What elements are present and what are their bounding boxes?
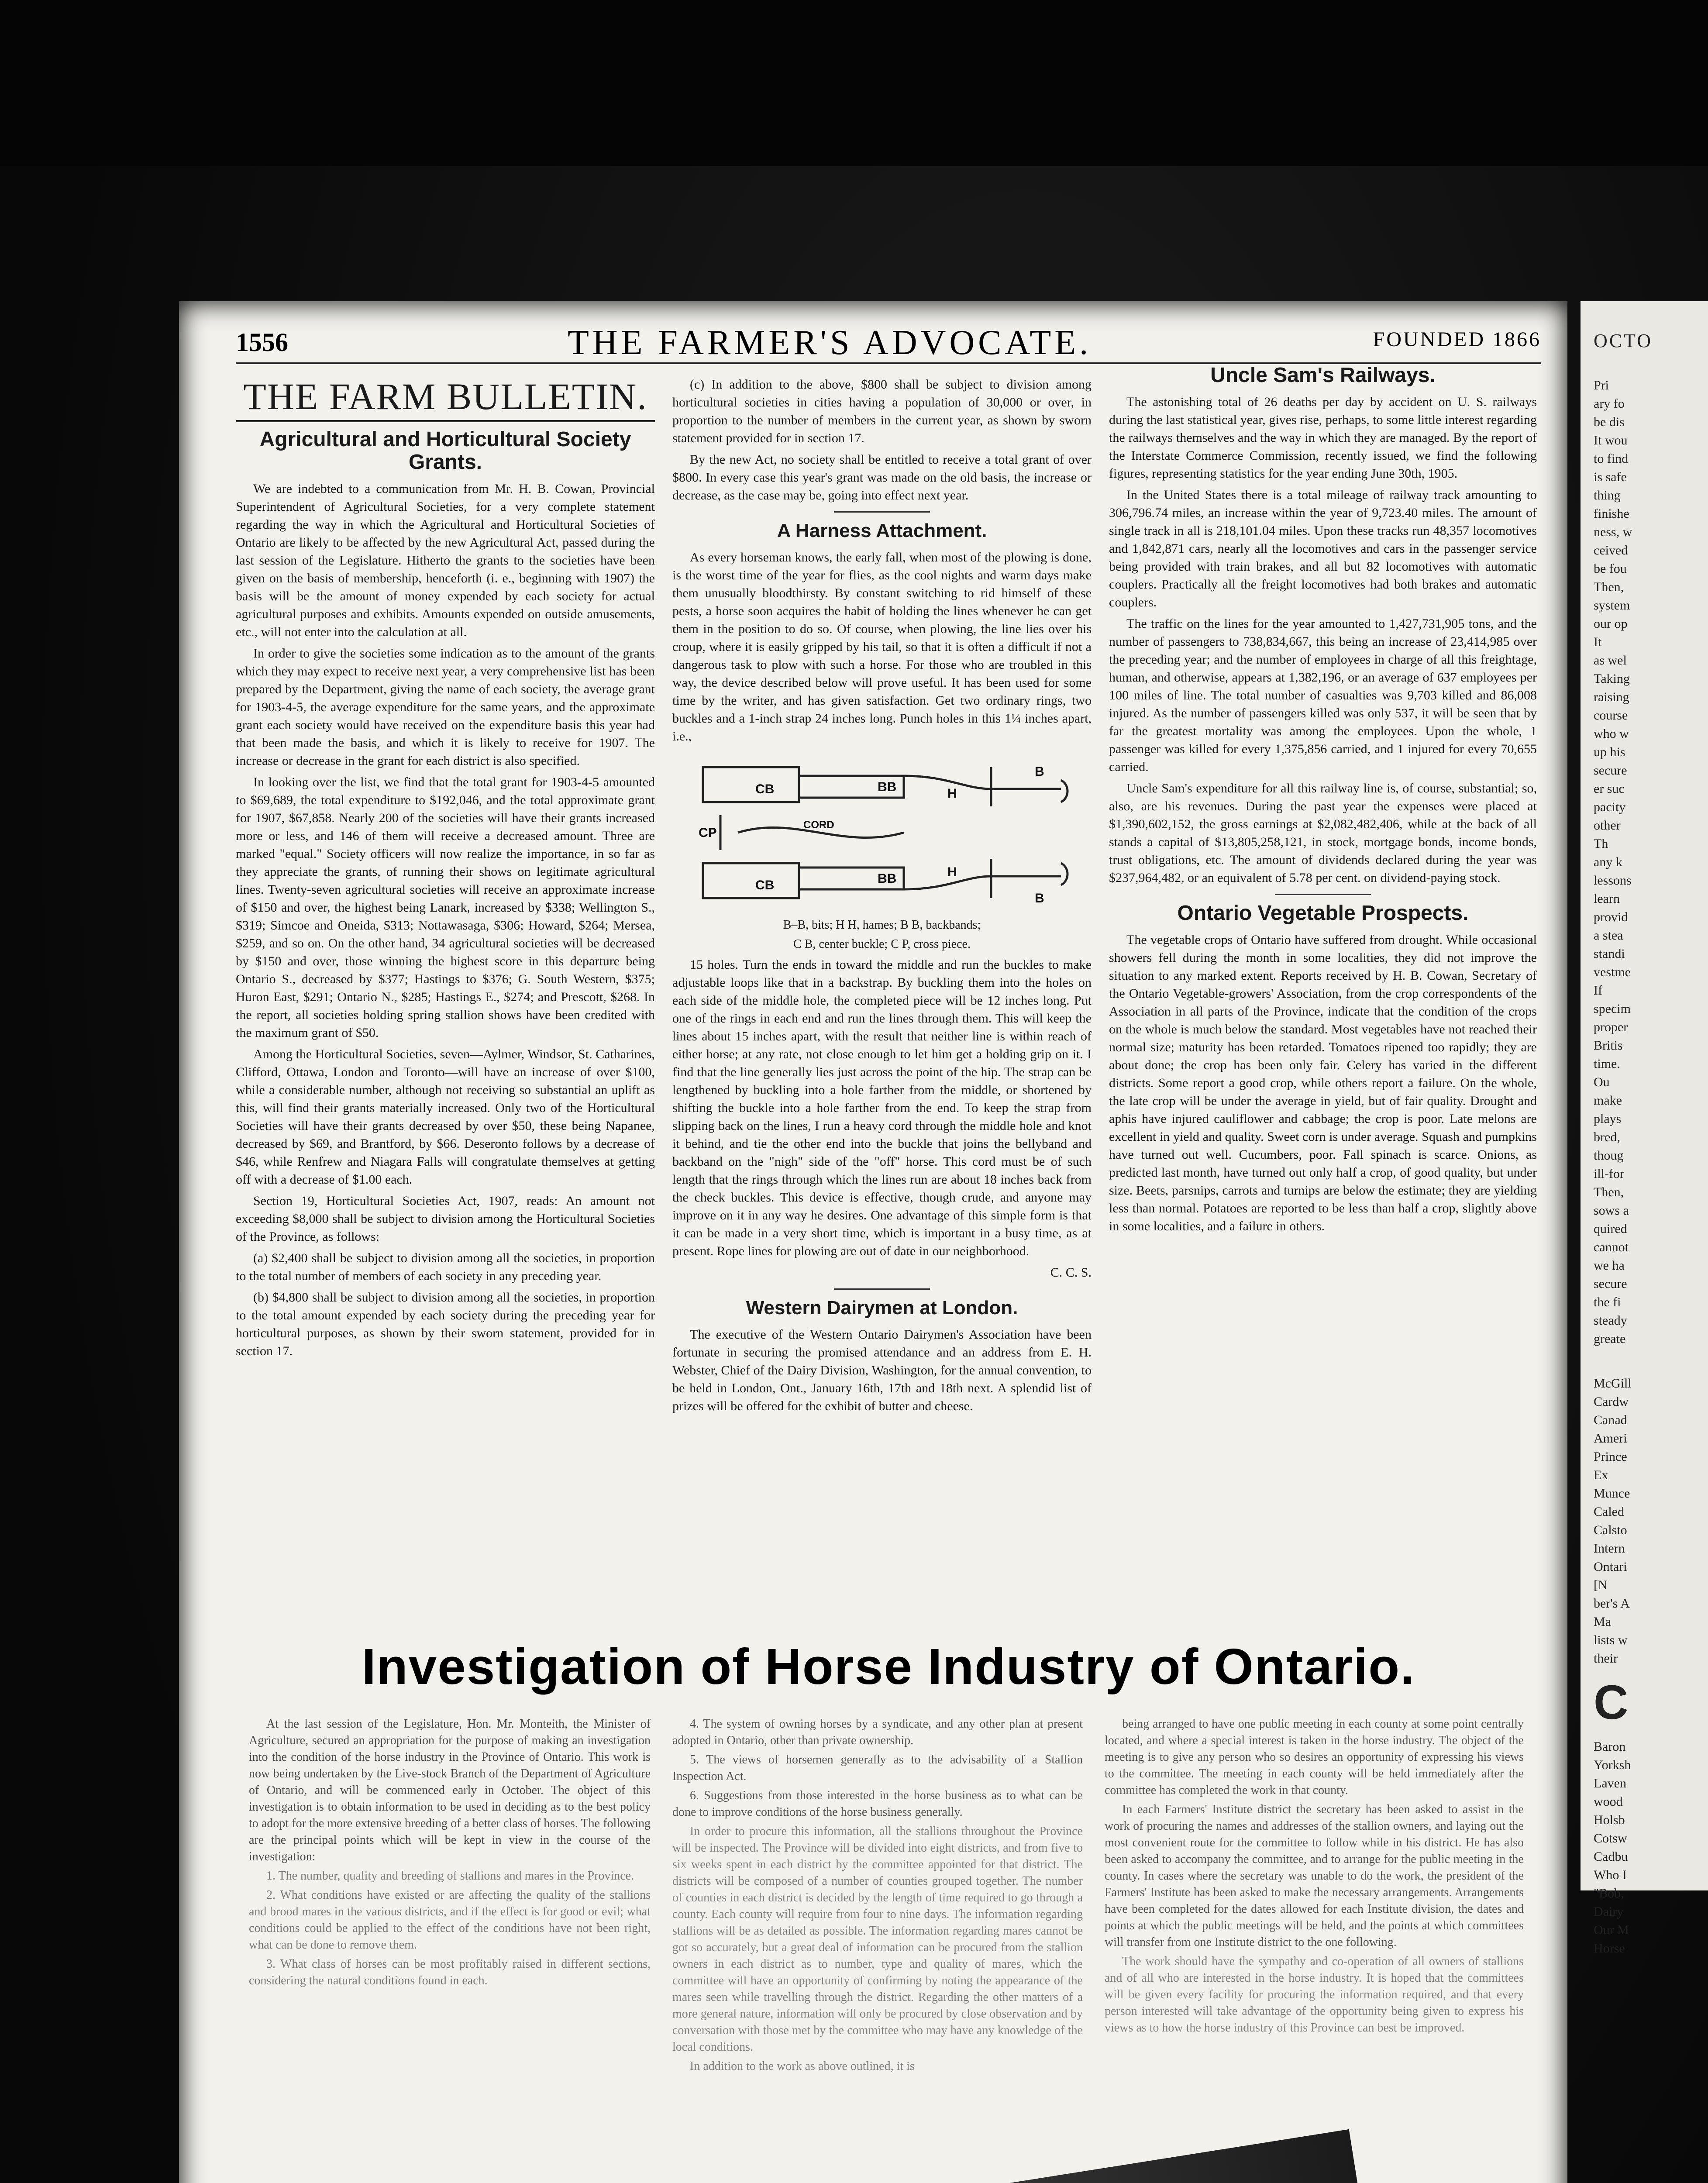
right-strip-line: secure (1594, 1277, 1627, 1291)
label-h: H (947, 865, 957, 879)
paragraph: 4. The system of owning horses by a syndicate, and any other plan at present adopted in Ontario, other than private ownership. (672, 1717, 1083, 1747)
right-strip-line: Yorksh (1594, 1758, 1631, 1772)
right-strip-line: It (1594, 635, 1602, 649)
right-strip-line: er suc (1594, 782, 1625, 796)
column-1 (236, 375, 655, 1364)
paragraph: The work should have the sympathy and co-operation of all owners of stallions and of all who are interested in the horse industry. It is hoped that the committees will be given every facility for procuring the information required, and that every person interested will take advantage of the opportunity being given to express his views as to how the horse industry of this Province can best be improved. (1105, 1955, 1524, 2035)
label-cb: CB (755, 782, 775, 796)
next-page-hint: OCTO (1594, 330, 1653, 351)
right-strip-line: Canad (1594, 1413, 1627, 1427)
right-strip-line: any k (1594, 855, 1622, 869)
right-strip-line: up his (1594, 745, 1625, 759)
right-strip-line: Munce (1594, 1486, 1630, 1501)
bottom-column-2 (672, 1716, 1083, 2077)
label-h: H (947, 786, 957, 801)
bottom-column-3 (1105, 1716, 1524, 2039)
adjacent-page-text (1594, 332, 1703, 1958)
right-strip-line: Cotsw (1594, 1831, 1627, 1846)
right-strip-line: ary fo (1594, 396, 1625, 411)
bottom-column-1 (249, 1716, 651, 1992)
right-strip-line: Who I (1594, 1868, 1627, 1882)
right-strip-line: Cadbu (1594, 1849, 1628, 1864)
right-strip-line: Then, (1594, 580, 1624, 594)
right-strip-line: "Bob, (1594, 1886, 1624, 1901)
film-edge (0, 0, 1708, 166)
article-heading-vegetables: Ontario Vegetable Prospects. (1177, 902, 1469, 925)
right-strip-line: make (1594, 1093, 1622, 1108)
right-strip-line: Laven (1594, 1776, 1626, 1790)
right-strip-line: ceived (1594, 543, 1628, 558)
harness-diagram (685, 750, 1078, 916)
article-heading-harness: A Harness Attachment. (777, 520, 987, 541)
headline: Investigation of Horse Industry of Ontario. (362, 1638, 1415, 1695)
divider (834, 511, 930, 513)
label-b: B (1035, 764, 1044, 779)
paragraph: (a) $2,400 shall be subject to division among all the societies, in proportion to the total number of members of each society in any preceding year. (236, 1251, 655, 1283)
right-strip-line: wood (1594, 1794, 1623, 1809)
right-strip-line: our op (1594, 616, 1628, 631)
right-strip-line: Our M (1594, 1923, 1629, 1937)
right-strip-line: as wel (1594, 653, 1627, 668)
right-strip-line: learn (1594, 892, 1620, 906)
right-strip-line: Then, (1594, 1185, 1624, 1199)
paragraph: 6. Suggestions from those interested in the horse business as to what can be done to improve conditions of the horse business generally. (672, 1789, 1083, 1819)
publication-title: THE FARMER'S ADVOCATE. (568, 324, 1092, 362)
right-strip-line: Horse (1594, 1941, 1625, 1956)
right-strip-line: Holsb (1594, 1813, 1625, 1827)
right-strip-line: Dairy (1594, 1904, 1624, 1919)
right-strip-line: thoug (1594, 1148, 1624, 1163)
right-strip-line: McGill (1594, 1376, 1632, 1391)
paragraph: In order to procure this information, all the stallions throughout the Province will be inspected. The Province will be divided into eight districts, and from five to six weeks spent in each district by the committee appointed for that district. The districts will be composed of a number of counties grouped together. The number of counties in each district is decided by the length of time required to go through a county. Each county will require from four to nine days. The information regarding stallions will be as detailed as possible. The information regarding mares cannot be got so accurately, but a great deal of information can be procured from the stallion owners in each district as to number, type and quality of mares, which the committee will have an opportunity of confirming by noting the appearance of the mares seen while travelling through the district. Regarding the other matters of a more general nature, information will only be procured by close observation and by conversation with those met by the committee who may have any knowledge of the local conditions. (672, 1825, 1083, 2054)
right-strip-line: system (1594, 598, 1630, 613)
paragraph: In looking over the list, we find that the total grant for 1903-4-5 amounted to $69,689, the total expenditure to $192,046, and the total approximate grant for 1907, $67,858. Nearly 200 of the societies will have their grants increased more or less, and 146 of them will receive a decreased amount. Three are marked "equal." Society officers will now realize the importance, in so far as they appreciate the grants, of running their shows on legitimate agricultural lines. Twenty-seven agricultural societies will receive an approximate increase of $150 and over, the highest being Lanark, increased by $338; Wellington S., $319; Simcoe and Oneida, $313; Nottawasaga, $306; Howard, $264; Mersea, $259, and so on. On the other hand, 34 agricultural societies will be decreased by $150 and over, those winning the highest score in this departure being Ontario S., decreased by $377; Hastings to $376; G. South Western, $375; Huron East, $291; Ontario N., $285; Hastings E., $274; and Prescott, $268. In the report, all societies holding spring stallion shows have been credited with the maximum grant of $50. (236, 775, 655, 1040)
diagram-caption: B–B, bits; H H, hames; B B, backbands; (783, 918, 981, 932)
paragraph: (c) In addition to the above, $800 shall be subject to division among horticultural societies in cities having a population of 30,000 or over, in proportion to the number of members in the current year, as shown by sworn statement provided for in section 17. (672, 377, 1092, 445)
right-strip-line: we ha (1594, 1258, 1625, 1273)
article-heading-dairy: Western Dairymen at London. (746, 1297, 1018, 1319)
right-strip-line: standi (1594, 947, 1625, 961)
right-strip-line: Pri (1594, 378, 1609, 393)
paragraph: 15 holes. Turn the ends in toward the middle and run the buckles to make adjustable loops like that in a backstrap. By buckling them into the holes on each side of the middle hole, the completed piece will be 12 inches long. Put one of the rings in each end and run the lines through them. This will keep the lines about 15 inches apart, with the result that neither line is within reach of either horse; at any rate, not close enough to let him get a holding grip on it. I find that the line generally lies just across the point of the hip. The strap can be lengthened by buckling into a hole farther from the middle, or shortened by shifting the buckle into a hole farther from the end. To keep the strap from slipping back on the lines, I run a heavy cord through the middle hole and knot it behind, and tie the other end into the buckle that joins the bellyband and backband on the "nigh" side of the "off" horse. This cord must be of such length that the rings through which the lines run are about 18 inches back from the check buckles. This device is effective, though crude, and anyone may improve on it in any way he desires. One advantage of this simple form is that it can be made in a very short time, which is important in a busy time, as at present. Rope lines for plowing are out of date in our neighborhood. (672, 957, 1092, 1258)
right-strip-line: Ex (1594, 1468, 1608, 1482)
paragraph: The executive of the Western Ontario Dairymen's Association have been fortunate in securing the promised attendance and an address from E. H. Webster, Chief of the Dairy Division, Washington, for the annual convention, to be held in London, Ont., January 16th, 17th and 18th next. A splendid list of prizes will be offered for the exhibit of butter and cheese. (672, 1327, 1092, 1413)
right-strip-line: It wou (1594, 433, 1628, 448)
right-strip-line: is safe (1594, 470, 1627, 484)
right-strip-line: Ou (1594, 1075, 1610, 1089)
right-strip-line: Prince (1594, 1450, 1627, 1464)
right-strip-line: raising (1594, 690, 1629, 704)
right-strip-line: thing (1594, 488, 1621, 503)
right-strip-line: Ma (1594, 1615, 1611, 1629)
right-strip-line: specim (1594, 1002, 1631, 1016)
paragraph: being arranged to have one public meeting in each county at some point centrally located, and where a special interest is taken in the horse industry. The object of the meeting is to give any person who so desires an opportunity of expressing his views to the committee. The meeting in each county will be held immediately after the committee has completed the work in that county. (1105, 1717, 1524, 1797)
paragraph: 3. What class of horses can be most profitably raised in different sections, considering the natural conditions found in each. (249, 1957, 651, 1987)
right-strip-line: pacity (1594, 800, 1626, 814)
paragraph: By the new Act, no society shall be entitled to receive a total grant of over $800. In every case this year's grant was made on the old basis, the increase or decrease, as the case may be, going into effect next year. (672, 452, 1092, 503)
right-strip-line: vestme (1594, 965, 1631, 979)
right-big-letter: C (1594, 1676, 1629, 1729)
right-strip-line: If (1594, 983, 1602, 998)
right-strip-line: course (1594, 708, 1628, 723)
paragraph: The traffic on the lines for the year amounted to 1,427,731,905 tons, and the number of passengers to 738,834,667, this being an increase of 23,414,985 over the preceding year; and the number of employees in charge of all this freightage, human, and otherwise, appears at 1,382,196, or an average of 637 employees per 100 miles of line. The total number of casualties was 9,703 killed and 86,008 injured. As the number of passengers killed was only 537, it will be seen that by far the greatest mortality was among the employees. Upon the whole, 1 passenger was killed for every 1,375,856 carried, and 1 injured for every 70,655 carried. (1109, 616, 1537, 774)
right-strip-line: secure (1594, 763, 1627, 778)
paragraph: We are indebted to a communication from Mr. H. B. Cowan, Provincial Superintendent of Agricultural Societies, for a very complete statement regarding the way in which the Agricultural and Horticultural Societies of Ontario are likely to be affected by the new Agricultural Act, passed during the last session of the Legislature. Hitherto the grants to the societies have been given on the basis of membership, henceforth (i. e., beginning with 1907) the basis will be the amount of money expended by each society for actual agricultural purposes and exhibits. Amounts expended on outside amusements, etc., will not enter into the calculation at all. (236, 482, 655, 639)
right-strip-line: greate (1594, 1332, 1626, 1346)
column-2 (672, 375, 1092, 1419)
paragraph: Section 19, Horticultural Societies Act, 1907, reads: An amount not exceeding $8,000 shall be subject to division among the Horticultural Societies of the Province, as follows: (236, 1194, 655, 1244)
diagram-caption: C B, center buckle; C P, cross piece. (793, 937, 971, 951)
divider (834, 1288, 930, 1290)
article-heading-grants: Agricultural and Horticultural Society Grants. (259, 428, 631, 474)
right-lines-2 (1594, 1374, 1703, 1668)
page-header (236, 323, 1541, 362)
right-strip-line: plays (1594, 1112, 1622, 1126)
paragraph: 5. The views of horsemen generally as to the advisability of a Stallion Inspection Act. (672, 1753, 1083, 1783)
right-strip-line: lists w (1594, 1633, 1628, 1647)
right-strip-line: Th (1594, 837, 1608, 851)
right-strip-line: be dis (1594, 415, 1625, 429)
right-strip-line: Britis (1594, 1038, 1623, 1053)
label-cp: CP (699, 826, 717, 840)
right-strip-line: who w (1594, 727, 1629, 741)
divider (1275, 894, 1371, 895)
right-strip-line: ber's A (1594, 1596, 1630, 1611)
signature: C. C. S. (1050, 1265, 1092, 1280)
right-strip-line: time. (1594, 1057, 1620, 1071)
right-strip-line: Baron (1594, 1739, 1626, 1754)
paragraph: In addition to the work as above outlined, it is (690, 2059, 915, 2073)
paragraph: As every horseman knows, the early fall, when most of the plowing is done, is the worst time of the year for flies, as the cool nights and warm days make them unusually bloodthirsty. By constant switching to rid himself of these pests, a horse soon acquires the habit of holding the lines whenever he can get them in the position to do so. Of course, when plowing, the line lies over his croup, where it is easily gripped by his tail, so that it is often a difficult if not a dangerous task to plow with such a horse. For those who are troubled in this way, the device described below will prove useful. It has been used for some time by the writer, and has given satisfaction. Get two ordinary rings, two buckles and a 1-inch strap 24 inches long. Punch holes in this 1¼ inches apart, i.e., (672, 550, 1092, 744)
label-bb: BB (878, 871, 897, 886)
column-3 (1109, 358, 1537, 1239)
right-strip-line: [N (1594, 1578, 1608, 1592)
paragraph: The astonishing total of 26 deaths per day by accident on U. S. railways during the last statistical year, gives rise, perhaps, to some little interest regarding the railways themselves and the way in which they are managed. By the report of the Interstate Commerce Commission, recently issued, we find the following figures, representing statistics for the year ending June 30th, 1905. (1109, 395, 1537, 481)
paragraph: At the last session of the Legislature, Hon. Mr. Monteith, the Minister of Agriculture, secured an appropriation for the purpose of making an investigation into the condition of the horse industry in the Province of Ontario. This work is now being undertaken by the Live-stock Branch of the Department of Agriculture of Ontario, and will be commenced early in October. The object of this investigation is to obtain information to be used in deciding as to the best policy to adopt for the more extensive breeding of a better class of horses. The following are the principal points which will be kept in view in the course of the investigation: (249, 1717, 651, 1863)
right-strip-line: Ameri (1594, 1431, 1627, 1446)
paragraph: The vegetable crops of Ontario have suffered from drought. While occasional showers fell during the month in some localities, they did not improve the situation to any marked extent. Reports received by H. B. Cowan, Secretary of the Ontario Vegetable-growers' Association, from the crop correspondents of the Association in all parts of the Province, indicate that the condition of the crops on the whole is much below the standard. Most vegetables have not reached their normal size; maturity has been retarded. Tomatoes ripened too rapidly; they are about done; the crop has been only fair. Celery has varied in the different districts. Some report a good crop, while others report a failure. On the whole, the late crop will be under the average in yield, but of fair quality. Drought and aphis have injured cauliflower and cabbage; the crop is poor. Late melons are excellent in yield and quality. Sweet corn is under average. Squash and pumpkins have turned out well. Cucumbers, poor. Fall spinach is scarce. Onions, as predicted last month, have turned out only half a crop, of good quality, but under size. Beets, parsnips, carrots and turnips are below the estimate; they are yielding less than normal. Potatoes are reported to be less than half a crop, slightly above in some localities, and a failure in others. (1109, 933, 1537, 1233)
right-strip-line: a stea (1594, 928, 1623, 943)
label-cord: CORD (803, 819, 834, 831)
right-strip-line: bred, (1594, 1130, 1620, 1144)
right-strip-line: ill-for (1594, 1167, 1624, 1181)
paragraph: In the United States there is a total mileage of railway track amounting to 306,796.74 miles, an increase within the year of 9,723.40 miles. The amount of single track in all is 218,101.04 miles. Upon these tracks run 48,357 locomotives and 1,842,871 cars, nearly all the locomotives and cars in the passenger service being provided with train brakes, and all but 82 locomotives with automatic couplers. Practically all the freight locomotives had both brakes and automatic couplers. (1109, 488, 1537, 609)
label-b: B (1035, 891, 1044, 906)
right-strip-line: proper (1594, 1020, 1628, 1034)
founded-line: FOUNDED 1866 (1373, 328, 1541, 351)
right-lines-3 (1594, 1738, 1703, 1958)
paragraph: In each Farmers' Institute district the secretary has been asked to assist in the work of procuring the names and addresses of the stallion owners, and laying out the most convenient route for the committee to follow while in his district. He has also been asked to accompany the committee, and to arrange for the public meeting in the county. In cases where the secretary was unable to do the work, the president of the Farmers' Institute has been asked to make the necessary arrangements. Arrangements have been completed for the dates allowed for each Institute division, the dates and points at which the public meetings will be held, and the points at which committees will transfer from one Institute district to the one following. (1105, 1803, 1524, 1949)
section-title: THE FARM BULLETIN. (236, 375, 655, 422)
right-strip-line: quired (1594, 1222, 1627, 1236)
right-strip-line: be fou (1594, 561, 1627, 576)
right-strip-line: Ontari (1594, 1560, 1627, 1574)
article-heading-railways: Uncle Sam's Railways. (1210, 364, 1436, 387)
label-bb: BB (878, 780, 897, 794)
right-strip-line: cannot (1594, 1240, 1629, 1254)
right-strip-line: sows a (1594, 1203, 1629, 1218)
right-strip-line: finishe (1594, 506, 1629, 521)
right-strip-line: steady (1594, 1313, 1627, 1328)
right-strip-line: Caled (1594, 1505, 1624, 1519)
right-strip-line: Cardw (1594, 1395, 1629, 1409)
right-strip-line: their (1594, 1651, 1618, 1666)
right-strip-line: ness, w (1594, 525, 1632, 539)
paragraph: 1. The number, quality and breeding of stallions and mares in the Province. (266, 1869, 634, 1883)
right-strip-line: Intern (1594, 1541, 1625, 1556)
right-strip-line: other (1594, 818, 1621, 833)
right-strip-line: Calsto (1594, 1523, 1627, 1537)
right-strip-line: Taking (1594, 671, 1630, 686)
right-strip-line: provid (1594, 910, 1628, 924)
right-strip-line: lessons (1594, 873, 1632, 888)
right-strip-line: the fi (1594, 1295, 1621, 1309)
paragraph: (b) $4,800 shall be subject to division among all the societies, in proportion to the total amount expended by each society during the preceding year for horticultural purposes, as shown by their sworn statement, provided for in section 17. (236, 1290, 655, 1358)
right-lines-1 (1594, 376, 1703, 1348)
paragraph: In order to give the societies some indication as to the amount of the grants which they may expect to receive next year, a very comprehensive list has been prepared by the Department, giving the name of each society, the average grant for 1903-4-5, the average expenditure for the same years, and the approximate grant each society would have received on the expenditure basis this year had that been made the basis, and which it is likely to receive for 1907. The increase or decrease in the grant for each district is also specified. (236, 646, 655, 768)
paragraph: 2. What conditions have existed or are affecting the quality of the stallions and brood mares in the various districts, and if the effect is for good or evil; what conditions could be applied to the effect of the conditions have not been right, what can be done to remove them. (249, 1888, 651, 1952)
page-number: 1556 (236, 328, 288, 357)
paragraph: Among the Horticultural Societies, seven—Aylmer, Windsor, St. Catharines, Clifford, Ottawa, London and Toronto—will have an increase of over $100, while a considerable number, although not receiving so substantial an uplift as this, will find their grants materially increased. Only two of the Horticultural Societies will have their grants decreased by over $50, these being Napanee, decreased by $69, and Brantford, by $66. Deseronto follows by a decrease of $46, while Renfrew and Niagara Falls will congratulate themselves at getting off with a decrease of $1.00 each. (236, 1047, 655, 1187)
label-cb: CB (755, 878, 775, 892)
paragraph: Uncle Sam's expenditure for all this railway line is, of course, substantial; so, also, are his revenues. During the past year the expenses were placed at $1,390,602,152, the gross earnings at $2,082,482,406, while at the back of all stands a capital of $13,805,258,121, in stock, mortgage bonds, income bonds, trust obligations, etc. The amount of dividends declared during the year was $237,964,482, or an equivalent of 5.78 per cent. on dividend-paying stock. (1109, 781, 1537, 885)
right-strip-line: to find (1594, 451, 1629, 466)
